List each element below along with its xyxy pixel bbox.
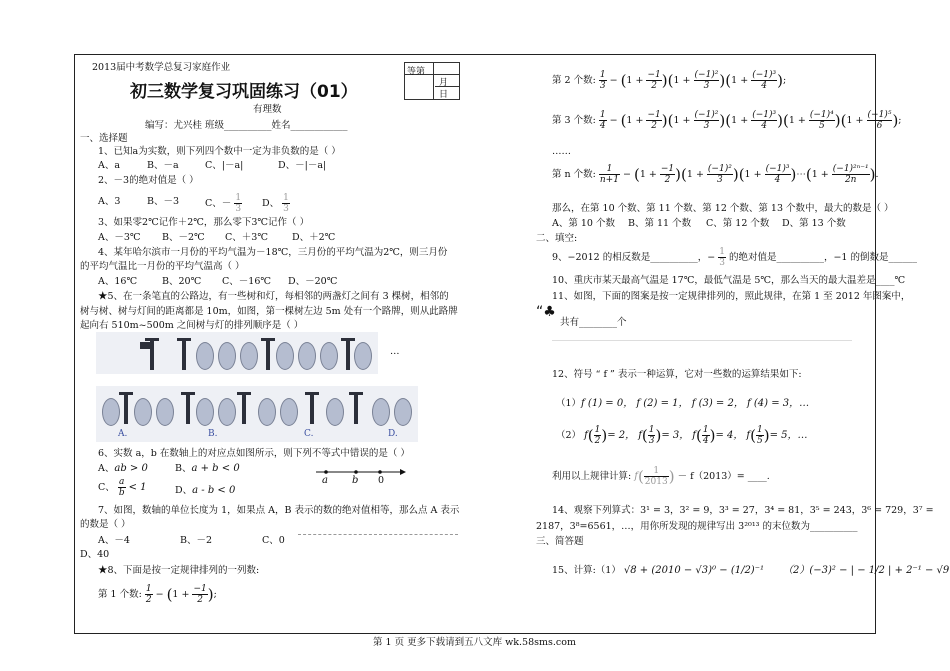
author-line: 编写：尤兴桂 班级__________姓名____________: [145, 120, 348, 131]
q12-text: 12、符号 “ f ” 表示一种运算，它对一些数的运算结果如下:: [552, 369, 802, 380]
subtitle: 2013届中考数学总复习家庭作业: [92, 62, 231, 73]
section-three: 三、简答题: [536, 536, 584, 547]
q11-tail: 共有________个: [560, 317, 627, 328]
tree-lamp-figure-options: [96, 386, 418, 442]
axis-label-zero: 0: [378, 475, 385, 486]
q3-text: 3、如果零2℃记作＋2℃，那么零下3℃记作（ ）: [98, 217, 310, 228]
section-one: 一、选择题: [80, 133, 128, 144]
page-title: 初三数学复习巩固练习（01）: [130, 82, 358, 102]
q8-opt-b: B、第 11 个数: [628, 218, 692, 229]
q7-opt-d: D、40: [80, 549, 110, 560]
q2-text: 2、－3的绝对值是（ ）: [98, 175, 199, 186]
q8-opt-d: D、第 13 个数: [782, 218, 846, 229]
q15-text: 15、计算:（1） √8 + (2010 − √3)⁰ − (1/2)⁻¹ （2）(−3)² − | − 1/2 | + 2⁻¹ − √9: [552, 565, 950, 576]
q8-nth: 第 n 个数: $\frac{1}{n+1}$ − (1 + $\frac{-1}{2}$ )(1 + $\frac{\text{(−1)²}}{3}$ )(1 + $\frac{\text{(−1)³}}{4}$ )⋯(1 + $\frac{\text{(−1)²ⁿ⁻¹}}{2n}$ ).: [552, 164, 879, 185]
q14-line2: 2187，3⁸=6561，…，用你所发现的规律写出 3²⁰¹³ 的末位数为__________: [536, 521, 858, 532]
q6-opt-d: D、a - b < 0: [175, 485, 236, 496]
fig-option-c: C.: [304, 429, 314, 439]
grade-label: 等第: [407, 67, 426, 77]
q6-opt-c: C、 $\frac{a}{b}$ < 1: [98, 477, 147, 498]
q8-ellipsis: ……: [552, 146, 571, 157]
figure-ellipsis: …: [390, 346, 400, 357]
q8-question: 那么，在第 10 个数、第 11 个数、第 12 个数、第 13 个数中，最大的数是（ ）: [552, 203, 894, 214]
q2-opt-b: B、－3: [147, 196, 180, 207]
q2-opt-a: A、3: [98, 196, 121, 207]
q7-opt-a: A、－4: [98, 535, 130, 546]
q1-opt-b: B、－a: [147, 160, 179, 171]
q3-opt-d: D、＋2℃: [292, 232, 336, 243]
q1-opt-c: C、|－a|: [205, 160, 244, 171]
q1-opt-a: A、a: [98, 160, 121, 171]
q8-third: 第 3 个数: $\frac{1}{4}$ − (1 + $\frac{-1}{2}$ )(1 + $\frac{\text{(−1)²}}{3}$ )(1 + $\frac{\text{(−1)³}}{4}$ )(1 + $\frac{\text{(−1)⁴}}{5}$ )(1 + $\frac{\text{(−1)⁵}}{6}$ );: [552, 110, 902, 131]
q12-case1: （1）f (1) = 0， f (2) = 1， f (3) = 2， f (4) = 3，…: [556, 398, 810, 409]
q1-text: 1、已知a为实数，则下列四个数中一定为非负数的是（ ）: [98, 146, 341, 157]
fig-option-a: A.: [118, 429, 128, 439]
section-two: 二、填空:: [536, 233, 578, 244]
q7-opt-c: C、0: [262, 535, 285, 546]
q2-opt-c: C、－ $\frac{1}{3}$: [205, 193, 242, 214]
day-label: 日: [439, 90, 449, 100]
q4-opt-d: D、－20℃: [288, 276, 338, 287]
q11-pattern-strip: [552, 330, 852, 341]
topic: 有理数: [253, 104, 282, 115]
q8-second: 第 2 个数: $\frac{1}{3}$ − (1 + $\frac{-1}{2}$ )(1 + $\frac{\text{(−1)²}}{3}$ )(1 + $\frac{\text{(−1)³}}{4}$ );: [552, 70, 787, 91]
q3-opt-c: C、＋3℃: [225, 232, 268, 243]
q8-first: 第 1 个数: $\frac{1}{2}$ − (1 + $\frac{-1}{2}$ );: [98, 584, 217, 605]
q4-opt-b: B、20℃: [162, 276, 202, 287]
axis-label-a: a: [322, 475, 328, 486]
q8-opt-c: C、第 12 个数: [706, 218, 770, 229]
q8-opt-a: A、第 10 个数: [552, 218, 615, 229]
q5-line3: 起向右 510m~500m 之间树与灯的排列顺序是（ ）: [80, 320, 304, 331]
footer: 第 1 页 更多下载请到五八文库 wk.58sms.com: [373, 637, 576, 648]
q7-axis-figure: [298, 520, 458, 535]
q5-line2: 树与树、树与灯间的距离都是 10m，如图，第一棵树左边 5m 处有一个路牌，则从此路牌: [80, 306, 458, 317]
q7-line1: 7、如图，数轴的单位长度为 1，如果点 A，B 表示的数的绝对值相等，那么点 A 表示: [98, 505, 460, 516]
q14-line1: 14、观察下列算式：3¹ = 3，3² = 9，3³ = 27，3⁴ = 81，3⁵ = 243，3⁶ = 729，3⁷ =: [552, 505, 934, 516]
q6-opt-a: A、ab > 0: [98, 463, 148, 474]
club-pattern-icon: “♣: [536, 304, 556, 320]
q2-opt-d: D、 $\frac{1}{3}$: [262, 193, 289, 214]
q10-text: 10、重庆市某天最高气温是 17℃，最低气温是 5℃，那么当天的最大温差是____℃: [552, 275, 906, 286]
q7-opt-b: B、－2: [180, 535, 213, 546]
q3-opt-b: B、－2℃: [162, 232, 205, 243]
q5-line1: ★5、在一条笔直的公路边，有一些树和灯，每相邻的两盏灯之间有 3 棵树，相邻的: [98, 291, 449, 302]
axis-label-b: b: [352, 475, 359, 486]
q12-case2: （2） f( $\frac{1}{2}$ )= 2， f( $\frac{1}{3}$ )= 3， f( $\frac{1}{4}$ )= 4， f( $\frac{1}{5}$ )= 5，…: [556, 425, 808, 446]
q6-opt-b: B、a + b < 0: [175, 463, 240, 474]
q4-opt-a: A、16℃: [98, 276, 138, 287]
q12-calc: 利用以上规律计算: f( $\frac{1}{2013}$ ) － f（2013）= ____.: [552, 466, 770, 487]
q9-text: 9、−2012 的相反数是__________，− $\frac{1}{3}$ 的绝对值是__________，−1 的倒数是______: [552, 247, 917, 268]
q4-opt-c: C、－16℃: [222, 276, 271, 287]
q11-text: 11、如图，下面的图案是按一定规律排列的，照此规律，在第 1 至 2012 年图案中，: [552, 291, 911, 302]
q1-opt-d: D、－|－a|: [278, 160, 327, 171]
q4-line2: 的平均气温比一月份的平均气温高（ ）: [80, 261, 245, 272]
fig-option-d: D.: [388, 429, 398, 439]
tree-lamp-figure-top: [96, 332, 378, 374]
q3-opt-a: A、－3℃: [98, 232, 141, 243]
grade-box: [404, 62, 460, 100]
q6-text: 6、实数 a，b 在数轴上的对应点如图所示，则下列不等式中错误的是（ ）: [98, 448, 410, 459]
q8-text: ★8、下面是按一定规律排列的一列数:: [98, 565, 260, 576]
fig-option-b: B.: [208, 429, 218, 439]
q7-line2: 的数是（ ）: [80, 519, 131, 530]
month-label: 月: [439, 78, 449, 88]
q4-line1: 4、某年哈尔滨市一月份的平均气温为－18℃，三月份的平均气温为2℃，则三月份: [98, 247, 448, 258]
